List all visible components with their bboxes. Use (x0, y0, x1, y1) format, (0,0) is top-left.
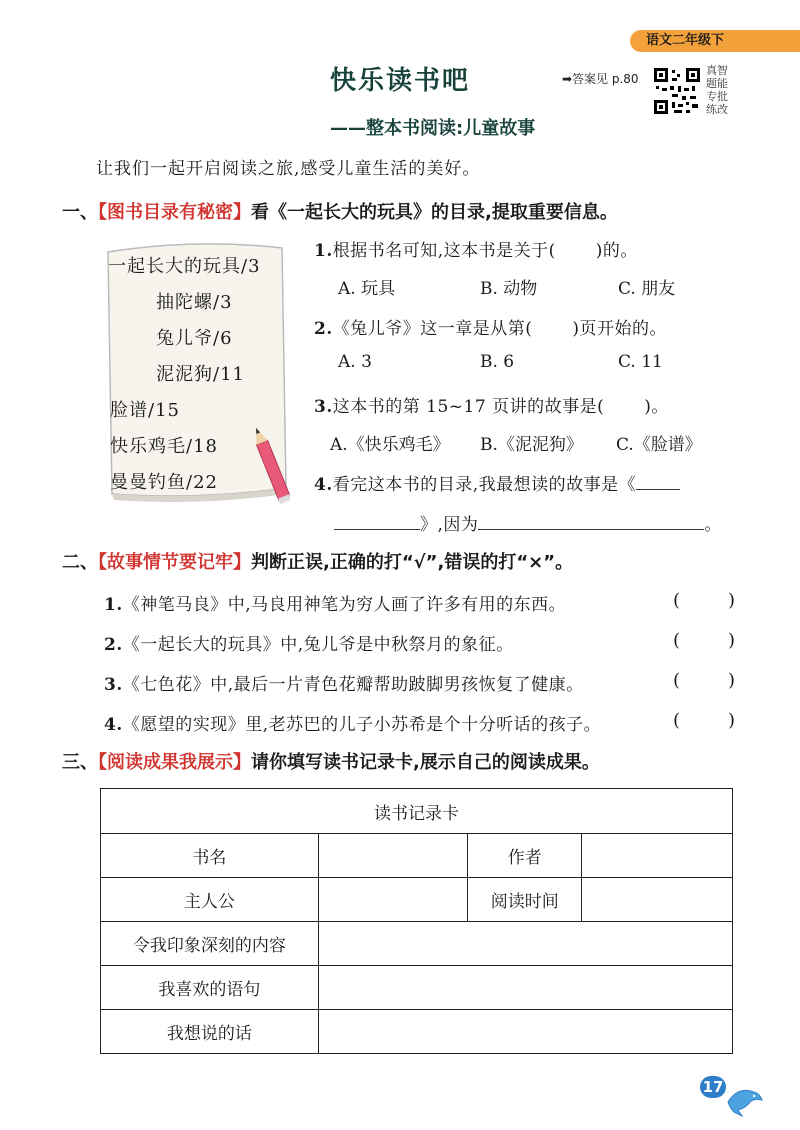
judgement-paren-close: ) (728, 670, 736, 691)
question-4-line2 (334, 510, 722, 535)
field-impressive-content[interactable] (318, 922, 732, 966)
reason-blank[interactable] (478, 513, 704, 530)
judgement-answer-box[interactable] (690, 668, 728, 692)
toc-item: 曼曼钓鱼/22 (110, 472, 218, 493)
item-text: 《一起长大的玩具》中,兔儿爷是中秋祭月的象征。 (122, 635, 514, 655)
page-number: 17 (700, 1076, 726, 1098)
label-book-name: 书名 (101, 834, 319, 878)
intro-text: 让我们一起开启阅读之旅,感受儿童生活的美好。 (96, 159, 481, 179)
option-c[interactable]: C. 朋友 (618, 279, 676, 299)
option-a[interactable]: A. 玩具 (338, 279, 396, 299)
judgement-item-4 (104, 710, 601, 735)
item-number: 2. (104, 635, 123, 655)
section2-prefix: 二、 (62, 552, 98, 573)
question-3 (314, 392, 669, 417)
field-protagonist[interactable] (318, 878, 468, 922)
toc-item: 快乐鸡毛/18 (110, 436, 218, 457)
judgement-paren-close: ) (728, 590, 736, 611)
question-number: 1. (314, 241, 333, 261)
section1-instruction: 看《一起长大的玩具》的目录,提取重要信息。 (251, 202, 618, 223)
question-number: 4. (314, 475, 333, 495)
field-author[interactable] (582, 834, 733, 878)
question-text: 看完这本书的目录,我最想读的故事是《 (332, 475, 637, 495)
qr-code-icon[interactable] (652, 66, 702, 116)
label-reading-time: 阅读时间 (468, 878, 582, 922)
option-c[interactable]: C. 11 (618, 352, 663, 372)
answer-reference: ➡答案见 p.80 (562, 72, 639, 86)
qr-side-label: 真智题能专批练改 (706, 64, 728, 116)
section3-heading (62, 748, 600, 774)
label-impressive-content: 令我印象深刻的内容 (101, 922, 319, 966)
question-1 (314, 236, 638, 261)
field-book-name[interactable] (318, 834, 468, 878)
judgement-paren-close: ) (728, 710, 736, 731)
question-text: )页开始的。 (572, 319, 668, 339)
card-title: 读书记录卡 (101, 789, 733, 834)
question-number: 3. (314, 397, 333, 417)
option-b[interactable]: B. 6 (480, 352, 515, 372)
judgement-paren-open: ( (673, 670, 681, 691)
question-text: )的。 (595, 241, 638, 261)
question-text: 这本书的第 15~17 页讲的故事是( (332, 397, 605, 417)
item-text: 《神笔马良》中,马良用神笔为穷人画了许多有用的东西。 (122, 595, 567, 615)
answer-blank[interactable] (334, 513, 420, 530)
label-author: 作者 (468, 834, 582, 878)
field-favorite-sentence[interactable] (318, 966, 732, 1010)
toc-item: 脸谱/15 (110, 400, 180, 421)
grade-tag: 语文二年级下 (630, 30, 800, 52)
option-a[interactable]: A. 3 (338, 352, 372, 372)
item-text: 《愿望的实现》里,老苏巴的儿子小苏希是个十分听话的孩子。 (122, 715, 602, 735)
judgement-paren-open: ( (673, 590, 681, 611)
judgement-paren-open: ( (673, 630, 681, 651)
option-b[interactable]: B. 动物 (480, 279, 538, 299)
section2-badge: 【故事情节要记牢】 (98, 552, 251, 573)
item-number: 1. (104, 595, 123, 615)
section1-prefix: 一、 (62, 202, 98, 223)
question-number: 2. (314, 319, 333, 339)
label-protagonist: 主人公 (101, 878, 319, 922)
page-subtitle: ——整本书阅读:儿童故事 (330, 118, 536, 139)
section3-instruction: 请你填写读书记录卡,展示自己的阅读成果。 (251, 752, 600, 773)
section2-instruction: 判断正误,正确的打“√”,错误的打“×”。 (251, 552, 574, 573)
question-4 (314, 470, 680, 495)
question-2 (314, 314, 667, 339)
section1-badge: 【图书目录有秘密】 (98, 202, 251, 223)
section1-heading (62, 198, 618, 224)
dolphin-icon (724, 1080, 764, 1120)
judgement-paren-close: ) (728, 630, 736, 651)
item-number: 4. (104, 715, 123, 735)
question-text: )。 (644, 397, 669, 417)
label-my-words: 我想说的话 (101, 1010, 319, 1054)
item-number: 3. (104, 675, 123, 695)
toc-item: 抽陀螺/3 (156, 292, 233, 313)
toc-item: 兔儿爷/6 (156, 328, 233, 349)
judgement-answer-box[interactable] (690, 708, 728, 732)
section3-prefix: 三、 (62, 752, 98, 773)
label-favorite-sentence: 我喜欢的语句 (101, 966, 319, 1010)
item-text: 《七色花》中,最后一片青色花瓣帮助跛脚男孩恢复了健康。 (122, 675, 584, 695)
judgement-item-3 (104, 670, 584, 695)
judgement-answer-box[interactable] (690, 628, 728, 652)
judgement-item-2 (104, 630, 514, 655)
toc-item: 泥泥狗/11 (156, 364, 245, 385)
answer-blank[interactable] (636, 473, 680, 490)
option-b[interactable]: B.《泥泥狗》 (480, 435, 583, 455)
section2-heading (62, 548, 573, 574)
toc-item: 一起长大的玩具/3 (108, 256, 261, 277)
judgement-item-1 (104, 590, 566, 615)
question-text: 《兔儿爷》这一章是从第( (332, 319, 533, 339)
question-text: 》,因为 (420, 515, 479, 535)
judgement-answer-box[interactable] (690, 588, 728, 612)
field-my-words[interactable] (318, 1010, 732, 1054)
option-a[interactable]: A.《快乐鸡毛》 (330, 435, 450, 455)
field-reading-time[interactable] (582, 878, 733, 922)
page-title: 快乐读书吧 (329, 66, 470, 96)
question-text: 。 (704, 515, 722, 535)
section3-badge: 【阅读成果我展示】 (98, 752, 251, 773)
judgement-paren-open: ( (673, 710, 681, 731)
question-text: 根据书名可知,这本书是关于( (332, 241, 556, 261)
reading-record-card (100, 788, 733, 1054)
option-c[interactable]: C.《脸谱》 (616, 435, 702, 455)
